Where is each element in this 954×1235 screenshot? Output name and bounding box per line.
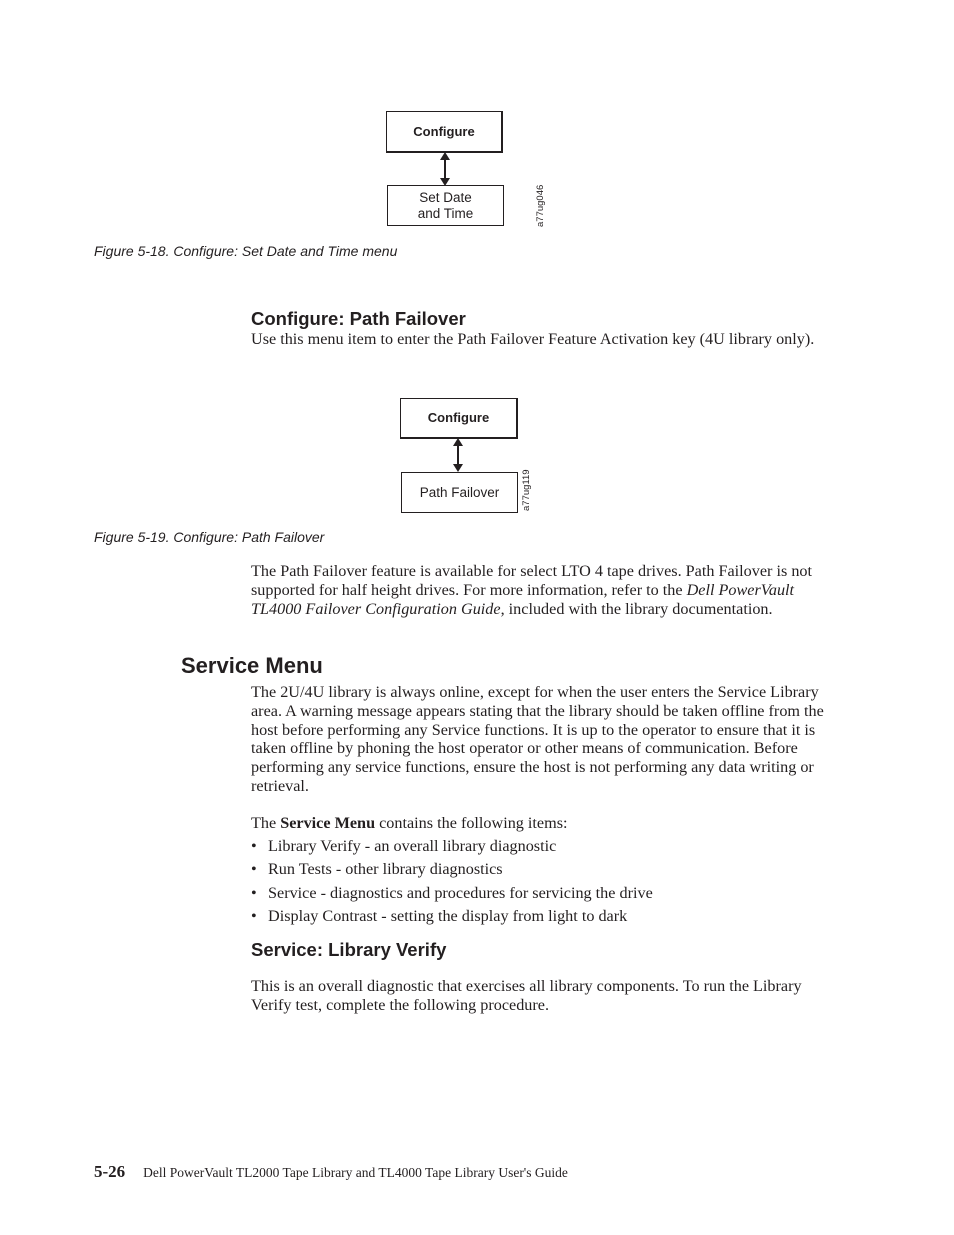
service-menu-intro: The 2U/4U library is always online, except for when the user enters the Service Library area. A warning message appears stating that the library should be taken offline from the host before performing any Service functions. It is up to the operator to ensure that it is taken offline by phoning the host operator or other means of communication. Before performing any service functions, ensure the host is not performing any data writing or retrieval.	[251, 683, 824, 795]
path-failover-heading: Configure: Path Failover	[251, 308, 466, 329]
figure18-configure-label: Configure	[413, 123, 475, 139]
service-menu-items-list	[251, 837, 841, 930]
figure18-double-arrow	[435, 152, 455, 186]
library-verify-heading: Service: Library Verify	[251, 939, 447, 960]
figure19-caption: Figure 5-19. Configure: Path Failover	[94, 529, 325, 545]
page-footer	[94, 1162, 568, 1182]
figure19-path-failover-box	[401, 472, 518, 513]
figure18-set-date-time-box	[387, 185, 504, 226]
figure19-configure-box	[400, 398, 518, 439]
library-verify-text: This is an overall diagnostic that exercises all library components. To run the Library Verify test, complete the following procedure.	[251, 977, 802, 1014]
book-title: Dell PowerVault TL2000 Tape Library and TL4000 Tape Library User's Guide	[143, 1165, 568, 1180]
figure18-caption: Figure 5-18. Configure: Set Date and Time menu	[94, 243, 398, 259]
failover-guide-title: Dell PowerVault TL4000 Failover Configuration Guide	[251, 580, 795, 618]
figure19-path-failover-label: Path Failover	[419, 484, 500, 500]
service-menu-items-intro: The Service Menu contains the following items:	[251, 814, 568, 832]
figure18-configure-box	[386, 111, 503, 153]
path-failover-note: The Path Failover feature is available for select LTO 4 tape drives. Path Failover is not supported for half height drives. For more information, refer to the Dell PowerVault TL4000 Failover Configuration Guide, included with the library documentation.	[251, 562, 813, 618]
figure18-id: a77ug046	[535, 184, 546, 227]
figure18-set-date-time-label: Set Date and Time	[417, 189, 474, 221]
figure19-configure-label: Configure	[427, 410, 490, 425]
figure19-id: a77ug119	[521, 469, 532, 511]
page-number: 5-26	[94, 1162, 126, 1181]
list-item: • Service - diagnostics and procedures for servicing the drive	[251, 884, 841, 907]
service-menu-heading: Service Menu	[181, 653, 323, 678]
list-item: • Library Verify - an overall library diagnostic	[251, 837, 841, 860]
figure19-double-arrow	[448, 438, 468, 472]
list-item: • Display Contrast - setting the display from light to dark	[251, 907, 841, 930]
path-failover-intro: Use this menu item to enter the Path Failover Feature Activation key (4U library only).	[251, 330, 815, 348]
list-item: • Run Tests - other library diagnostics	[251, 860, 841, 883]
